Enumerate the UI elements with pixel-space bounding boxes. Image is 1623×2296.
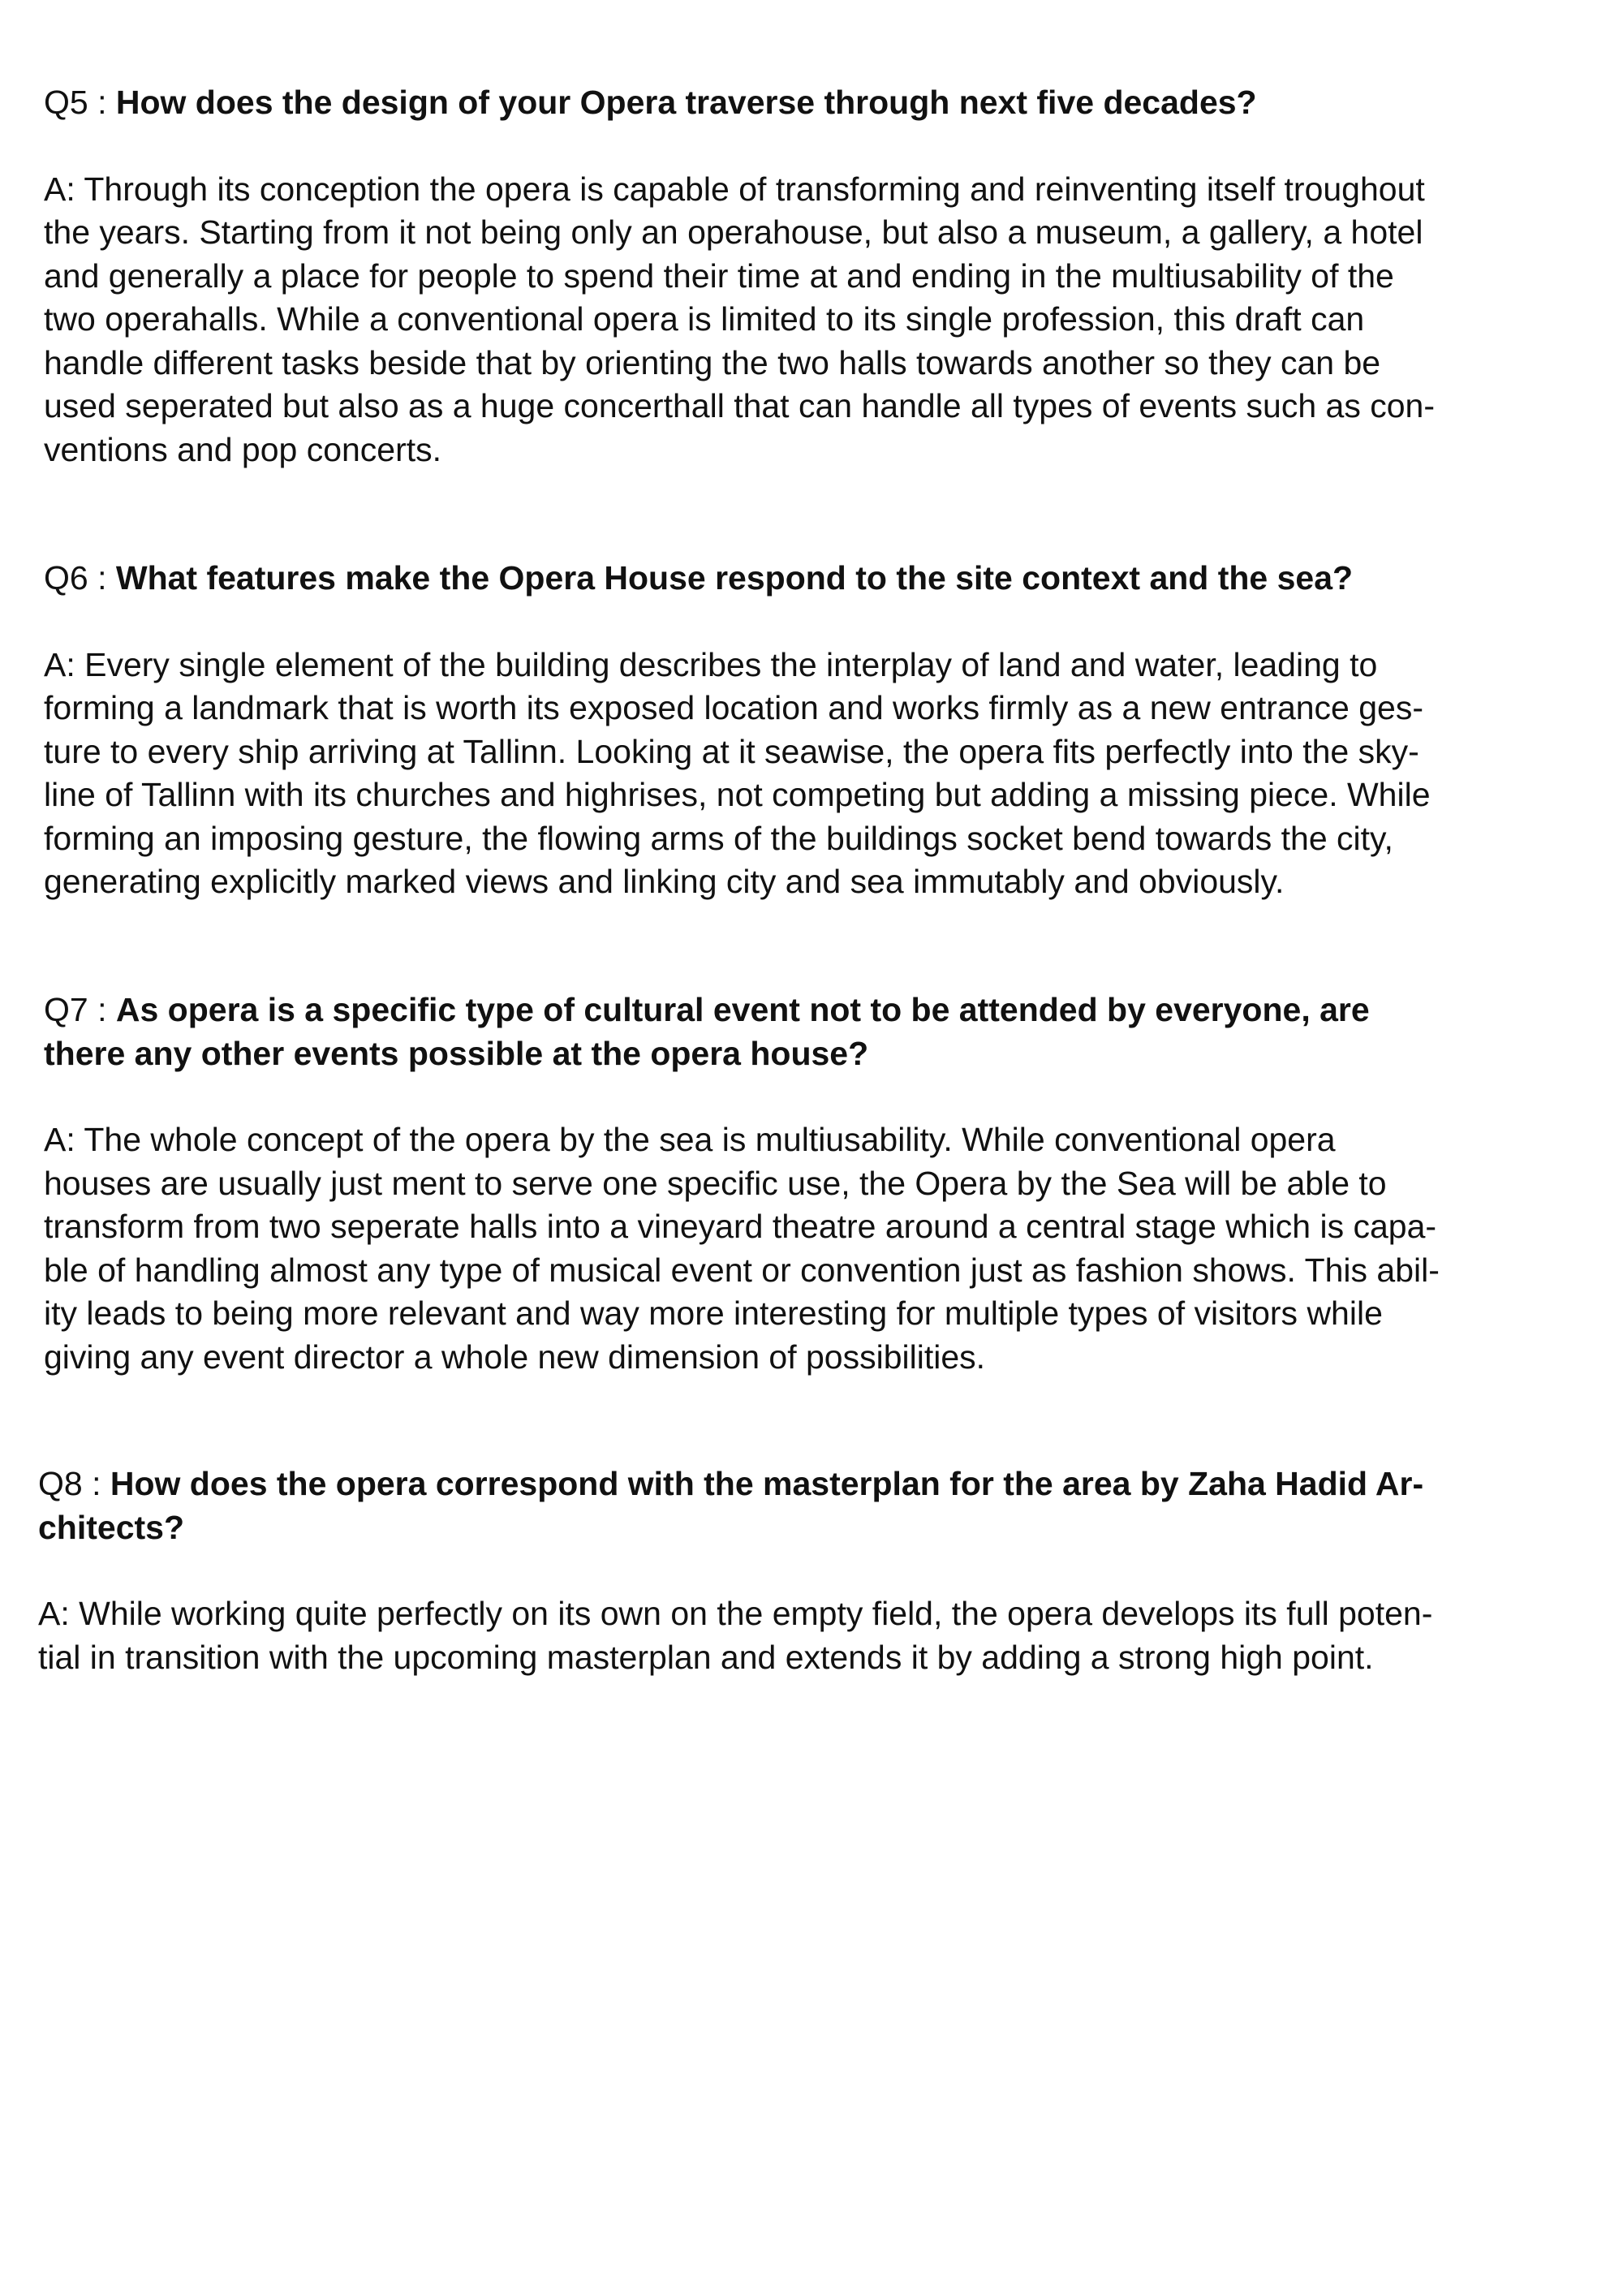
question-line (44, 81, 1602, 125)
answer-line: tial in transition with the upcoming masterplan and extends it by adding a strong high point. (38, 1638, 1374, 1676)
answer-q8 (38, 1592, 1596, 1679)
answer-line: A: While working quite perfectly on its own on the empty field, the opera develops its full poten- (38, 1595, 1433, 1632)
answer-line: ble of handling almost any type of musical event or convention just as fashion shows. This abil- (44, 1251, 1440, 1289)
question-line (44, 989, 1602, 1032)
answer-line: ture to every ship arriving at Tallinn. Looking at it seawise, the opera fits perfectly into the sky- (44, 732, 1419, 770)
answer-line: transform from two seperate halls into a vineyard theatre around a central stage which is capa- (44, 1208, 1437, 1245)
answer-line: handle different tasks beside that by orienting the two halls towards another so they can be (44, 343, 1381, 381)
answer-line: giving any event director a whole new dimension of possibilities. (44, 1338, 986, 1376)
question-line (44, 557, 1602, 601)
question-text: How does the opera correspond with the masterplan for the area by Zaha Hadid Ar- (110, 1465, 1424, 1502)
question-text: How does the design of your Opera traverse through next five decades? (115, 84, 1257, 121)
question-text: As opera is a specific type of cultural event not to be attended by everyone, are (115, 991, 1370, 1028)
answer-line: A: Through its conception the opera is capable of transforming and reinventing itself troughout (44, 170, 1425, 208)
answer-line: used seperated but also as a huge concerthall that can handle all types of events such as con- (44, 387, 1435, 424)
question-line: there any other events possible at the opera house? (44, 1034, 869, 1072)
answer-line: two operahalls. While a conventional opera is limited to its single profession, this draft can (44, 300, 1365, 338)
question-q7 (44, 989, 1602, 1075)
question-q6 (44, 557, 1602, 601)
question-number: Q8 : (38, 1465, 110, 1502)
answer-line: generating explicitly marked views and linking city and sea immutably and obviously. (44, 863, 1285, 900)
qa-block-q7 (44, 989, 1602, 1379)
question-number: Q5 : (44, 84, 116, 121)
answer-line: ity leads to being more relevant and way more interesting for multiple types of visitors while (44, 1294, 1383, 1332)
answer-line: A: The whole concept of the opera by the sea is multiusability. While conventional opera (44, 1121, 1336, 1158)
answer-line: A: Every single element of the building describes the interplay of land and water, leading to (44, 645, 1378, 683)
question-line (38, 1462, 1596, 1506)
qa-block-q5 (44, 81, 1602, 472)
answer-q7 (44, 1118, 1602, 1379)
question-text: What features make the Opera House respond to the site context and the sea? (115, 559, 1354, 597)
question-line: chitects? (38, 1508, 184, 1546)
answer-q5 (44, 168, 1602, 472)
question-q8 (38, 1462, 1596, 1549)
qa-block-q6 (44, 557, 1602, 904)
question-number: Q6 : (44, 559, 116, 597)
answer-q6 (44, 644, 1602, 904)
answer-line: ventions and pop concerts. (44, 430, 442, 468)
answer-line: line of Tallinn with its churches and highrises, not competing but adding a missing piece. While (44, 776, 1431, 813)
answer-line: forming an imposing gesture, the flowing arms of the buildings socket bend towards the city, (44, 819, 1393, 857)
answer-line: and generally a place for people to spend their time at and ending in the multiusability of the (44, 256, 1394, 295)
answer-line: forming a landmark that is worth its exposed location and works firmly as a new entrance ges- (44, 689, 1423, 726)
answer-line: the years. Starting from it not being only an operahouse, but also a museum, a gallery, a hotel (44, 213, 1423, 251)
question-number: Q7 : (44, 991, 116, 1028)
qa-block-q8 (38, 1462, 1596, 1679)
answer-line: houses are usually just ment to serve one specific use, the Opera by the Sea will be able to (44, 1164, 1387, 1202)
question-q5 (44, 81, 1602, 125)
